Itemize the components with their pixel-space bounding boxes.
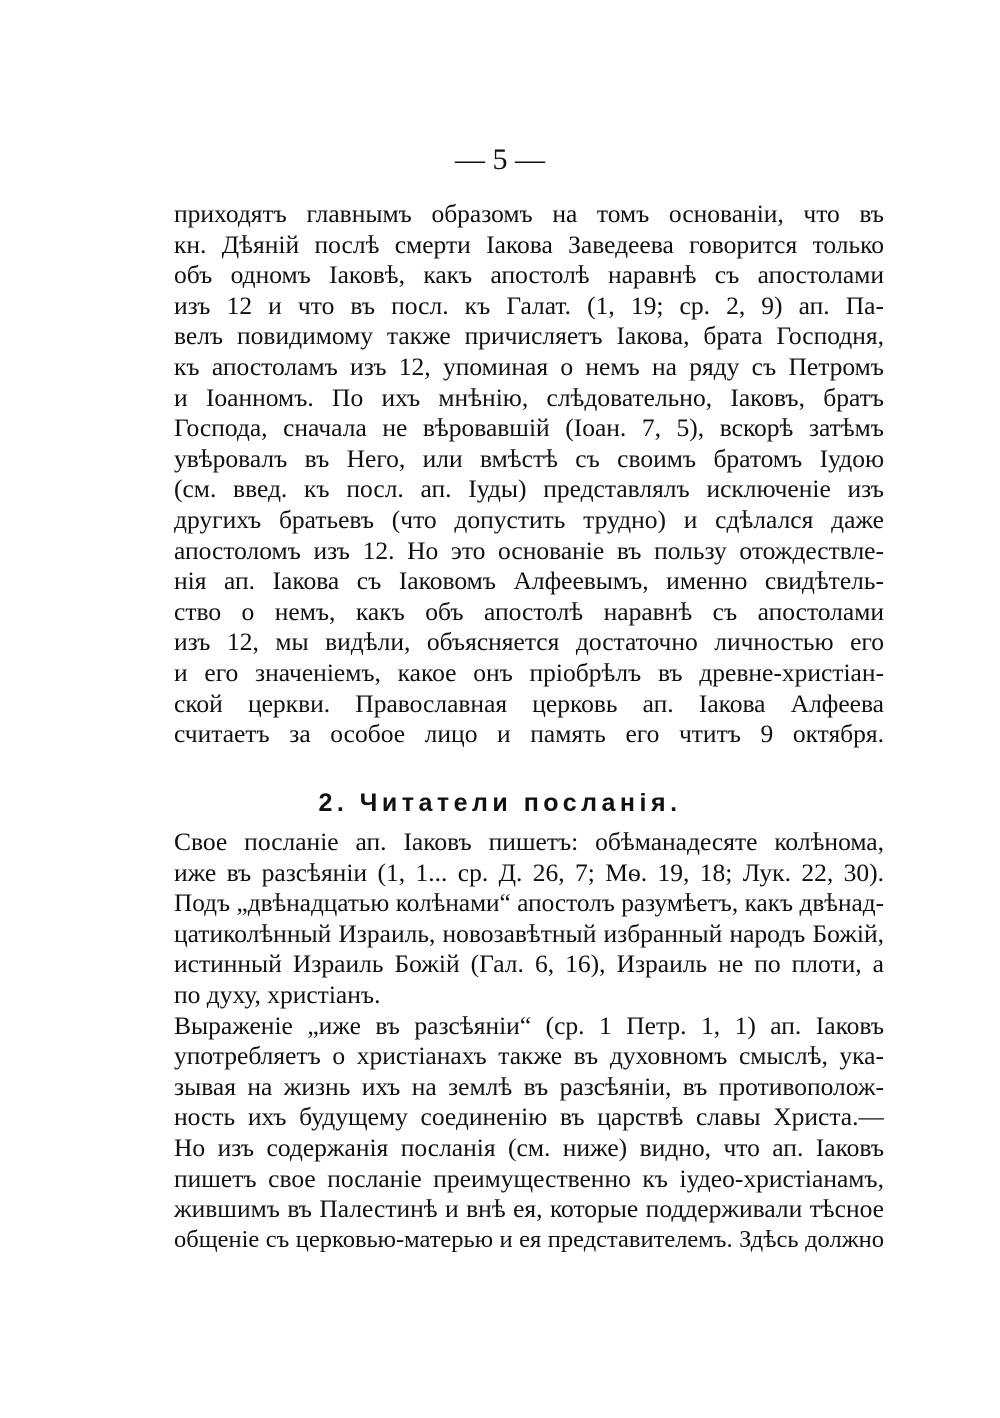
text-line: общеніе съ церковью-матерью и ея представителемъ. Здѣсь должно — [174, 1225, 884, 1253]
section-heading: 2. Читатели посланія. — [318, 789, 682, 817]
text-line: жившимъ въ Палестинѣ и внѣ ея, которые поддерживали тѣсное — [174, 1194, 884, 1224]
page-number: — 5 — — [455, 143, 545, 176]
paragraphs-2-3 — [174, 827, 884, 1255]
text-line: другихъ братьевъ (что допустить трудно) и сдѣлался даже — [174, 504, 884, 534]
text-line: по духу, христіанъ. — [174, 979, 381, 1009]
text-line: велъ повидимому также причисляетъ Іакова, брата Господня, — [174, 321, 884, 351]
text-line: употребляетъ о христіанахъ также въ духовномъ смыслѣ, ука- — [174, 1041, 884, 1071]
text-line: (см. введ. къ посл. ап. Іуды) представлялъ исключеніе изъ — [174, 474, 884, 504]
text-line: кн. Дѣяній послѣ смерти Іакова Заведеева говорится только — [174, 229, 884, 259]
text-line: иже въ разсѣяніи (1, 1... ср. Д. 26, 7; Мѳ. 19, 18; Лук. 22, 30). — [174, 857, 884, 887]
text-line: къ апостоламъ изъ 12, упоминая о немъ на ряду съ Петромъ — [174, 351, 884, 381]
text-line: увѣровалъ въ Него, или вмѣстѣ съ своимъ братомъ Іудою — [174, 443, 884, 473]
text-line: зывая на жизнь ихъ на землѣ въ разсѣяніи, въ противополож- — [174, 1071, 884, 1101]
text-line: ность ихъ будущему соединенію въ царствѣ славы Христа.— — [174, 1102, 884, 1132]
text-line: Свое посланіе ап. Іаковъ пишетъ: обѣманадесяте колѣнома, — [174, 827, 884, 856]
text-line: объ одномъ Іаковѣ, какъ апостолѣ наравнѣ съ апостолами — [174, 260, 884, 290]
text-line: Господа, сначала не вѣровавшій (Іоан. 7, 5), вскорѣ затѣмъ — [174, 413, 884, 443]
text-line: ской церкви. Православная церковь ап. Іакова Алфеева — [174, 688, 884, 718]
text-line: ство о немъ, какъ объ апостолѣ наравнѣ съ апостолами — [174, 596, 884, 626]
text-line: изъ 12, мы видѣли, объясняется достаточно личностью его — [174, 627, 884, 657]
text-line: и Іоанномъ. По ихъ мнѣнію, слѣдовательно, Іаковъ, братъ — [174, 382, 884, 412]
text-line: Подъ „двѣнадцатью колѣнами“ апостолъ разумѣетъ, какъ двѣнад- — [174, 889, 884, 918]
text-line: истинный Израиль Божій (Гал. 6, 16), Израиль не по плоти, а — [174, 949, 884, 979]
text-line: Но изъ содержанія посланія (см. ниже) видно, что ап. Іаковъ — [174, 1132, 884, 1162]
text-line: апостоломъ изъ 12. Но это основаніе въ пользу отождествле- — [174, 535, 884, 565]
text-line: пишетъ свое посланіе преимущественно къ іудео-христіанамъ, — [174, 1163, 884, 1193]
text-line: нія ап. Іакова съ Іаковомъ Алфеевымъ, именно свидѣтель- — [174, 566, 884, 596]
text-line: считаетъ за особое лицо и память его чтитъ 9 октября. — [174, 719, 884, 749]
paragraph-1 — [174, 199, 884, 750]
text-line: и его значеніемъ, какое онъ пріобрѣлъ въ древне-христіан- — [174, 657, 884, 687]
text-line: цатиколѣнный Израиль, новозавѣтный избранный народъ Божій, — [174, 918, 884, 948]
text-line: изъ 12 и что въ посл. къ Галат. (1, 19; ср. 2, 9) ап. Па- — [174, 290, 884, 320]
text-line: Выраженіе „иже въ разсѣяніи“ (ср. 1 Петр. 1, 1) ап. Іаковъ — [174, 1010, 884, 1040]
text-line: приходятъ главнымъ образомъ на томъ основаніи, что въ — [174, 199, 884, 228]
